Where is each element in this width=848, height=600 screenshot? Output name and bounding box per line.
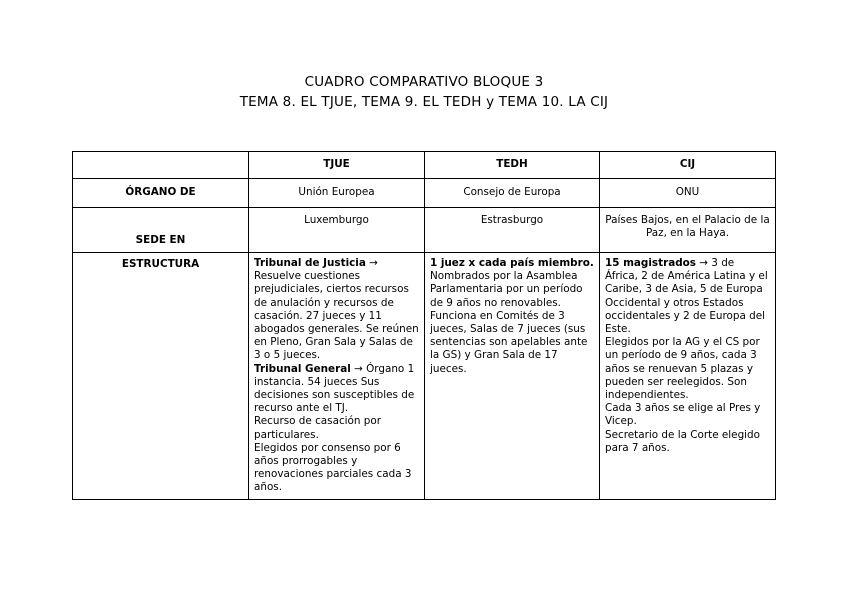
row-label-organo: ÓRGANO DE <box>73 179 249 208</box>
organo-cij: ONU <box>600 179 776 208</box>
tjue-tj-text: → Resuelve cuestiones prejudiciales, ciertos recursos de anulación y recursos de casación. 27 jueces y 11 abogados generales. Se reúnen en Pleno, Gran Sala y Salas de 3 o 5 jueces. <box>254 257 419 362</box>
cij-elegidos: Elegidos por la AG y el CS por un período de 9 años, cada 3 años se renuevan 5 plazas y pueden ser reelegidos. Son independientes. <box>605 336 760 402</box>
row-organo <box>73 179 776 208</box>
tjue-tribunal-justicia <box>254 257 419 363</box>
cij-magistrados <box>605 257 770 336</box>
tedh-text: Nombrados por la Asamblea Parlamentaria por un período de 9 años no renovables. <box>430 270 583 309</box>
tjue-tribunal-general <box>254 363 419 416</box>
cij-bold: 15 magistrados <box>605 257 696 269</box>
organo-tedh: Consejo de Europa <box>425 179 600 208</box>
document-title-line-1: CUADRO COMPARATIVO BLOQUE 3 <box>304 74 544 90</box>
document-title-line-2: TEMA 8. EL TJUE, TEMA 9. EL TEDH y TEMA 10. LA CIJ <box>239 94 609 110</box>
cij-cada3: Cada 3 años se elige al Pres y Vicep. <box>605 402 761 428</box>
header-tedh: TEDH <box>425 152 600 179</box>
header-cij: CIJ <box>600 152 776 179</box>
tedh-jueces <box>430 257 594 310</box>
estructura-tjue <box>249 253 425 500</box>
row-label-estructura: ESTRUCTURA <box>73 253 249 500</box>
row-label-sede: SEDE EN <box>73 208 249 253</box>
tedh-bold: 1 juez x cada país miembro. <box>430 257 594 269</box>
tjue-tj-title: Tribunal de Justicia <box>254 257 366 269</box>
sede-tedh: Estrasburgo <box>425 208 600 253</box>
cij-text: → 3 de África, 2 de América Latina y el Caribe, 3 de Asia, 5 de Europa Occidental y otros Estados occidentales y 2 de Europa del Este. <box>605 257 768 336</box>
cij-secretario: Secretario de la Corte elegido para 7 años. <box>605 428 761 454</box>
row-estructura <box>73 253 776 500</box>
organo-tjue: Unión Europea <box>249 179 425 208</box>
tjue-tg-text: → Órgano 1 instancia. 54 jueces Sus decisiones son susceptibles de recurso ante el TJ. <box>254 362 415 415</box>
comparison-table <box>72 151 776 500</box>
estructura-tedh <box>425 253 600 500</box>
tjue-elegidos: Elegidos por consenso por 6 años prorrogables y renovaciones parciales cada 3 años. <box>254 441 412 494</box>
row-sede <box>73 208 776 253</box>
tjue-tg-title: Tribunal General <box>254 362 351 375</box>
tjue-recurso: Recurso de casación por particulares. <box>254 415 382 441</box>
tedh-funciona: Funciona en Comités de 3 jueces, Salas de 7 jueces (sus sentencias son apelables ante la GS) y Gran Sala de 17 jueces. <box>430 309 588 375</box>
estructura-cij <box>600 253 776 500</box>
header-empty <box>73 152 249 179</box>
header-row <box>73 152 776 179</box>
sede-tjue: Luxemburgo <box>249 208 425 253</box>
sede-cij: Países Bajos, en el Palacio de la Paz, en la Haya. <box>600 208 776 253</box>
header-tjue: TJUE <box>249 152 425 179</box>
